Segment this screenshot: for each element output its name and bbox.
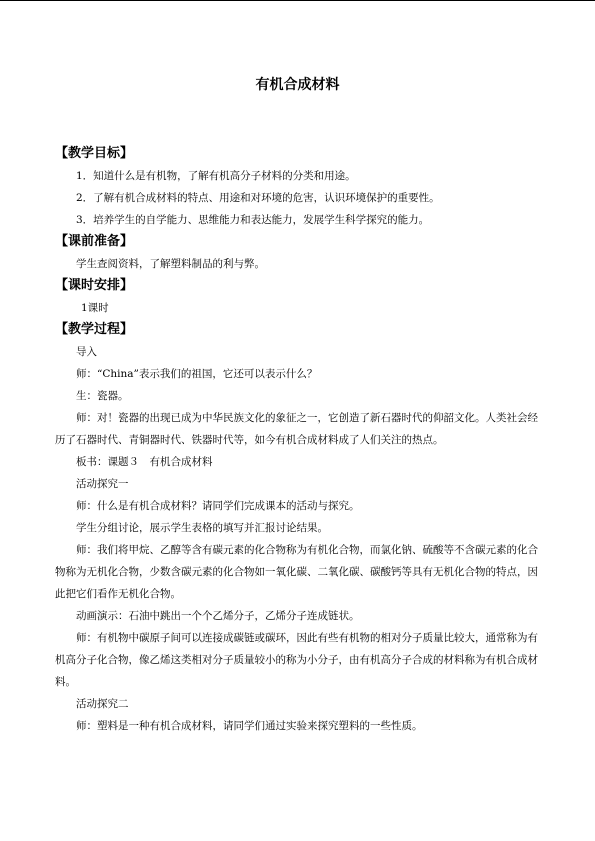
process-line: 师：“China”表示我们的祖国，它还可以表示什么？ — [76, 368, 318, 380]
schedule-text: 1课时 — [81, 302, 109, 314]
objective-item: 1．知道什么是有机物，了解有机高分子材料的分类和用途。 — [76, 170, 356, 182]
process-line: 师：塑料是一种有机合成材料，请同学们通过实验来探究塑料的一些性质。 — [76, 720, 423, 732]
objective-item: 2．了解有机合成材料的特点、用途和对环境的危害，认识环境保护的重要性。 — [76, 192, 440, 204]
document-body — [55, 143, 540, 737]
process-line: 师：什么是有机合成材料？请同学们完成课本的活动与探究。 — [76, 500, 360, 512]
section-heading-preparation: 【课前准备】 — [55, 234, 134, 249]
section-heading-process: 【教学过程】 — [55, 322, 134, 337]
section-heading-objectives: 【教学目标】 — [55, 146, 134, 161]
process-paragraph: 师：我们将甲烷、乙醇等含有碳元素的化合物称为有机化合物，而氯化钠、硫酸等不含碳元素的化合物称为无机化合物，少数含碳元素的化合物如一氧化碳、二氧化碳、碳酸钙等具有无机化合物的特点，因此把它们看作无机化合物。 — [55, 544, 538, 600]
process-line: 动画演示：石油中跳出一个个乙烯分子，乙烯分子连成链状。 — [76, 610, 360, 622]
process-line: 学生分组讨论，展示学生表格的填写并汇报讨论结果。 — [76, 522, 328, 534]
document-title: 有机合成材料 — [255, 77, 340, 93]
process-paragraph: 师：有机物中碳原子间可以连接成碳链或碳环，因此有些有机物的相对分子质量比较大，通常称为有机高分子化合物，像乙烯这类相对分子质量较小的称为小分子，由有机高分子合成的材料称为有机合成材料。 — [55, 632, 538, 688]
section-heading-schedule: 【课时安排】 — [55, 278, 134, 293]
process-paragraph: 师：对！瓷器的出现已成为中华民族文化的象征之一，它创造了新石器时代的仰韶文化。人类社会经历了石器时代、青铜器时代、铁器时代等，如今有机合成材料成了人们关注的热点。 — [55, 412, 538, 446]
process-line: 导入 — [76, 346, 97, 358]
process-line: 板书：课题３ 有机合成材料 — [76, 456, 213, 468]
process-line: 活动探究二 — [76, 698, 129, 710]
preparation-text: 学生查阅资料，了解塑料制品的利与弊。 — [76, 258, 265, 270]
process-line: 生：瓷器。 — [76, 390, 129, 402]
process-line: 活动探究一 — [76, 478, 129, 490]
objective-item: 3．培养学生的自学能力、思维能力和表达能力，发展学生科学探究的能力。 — [76, 214, 430, 226]
top-border-line — [0, 0, 595, 1]
